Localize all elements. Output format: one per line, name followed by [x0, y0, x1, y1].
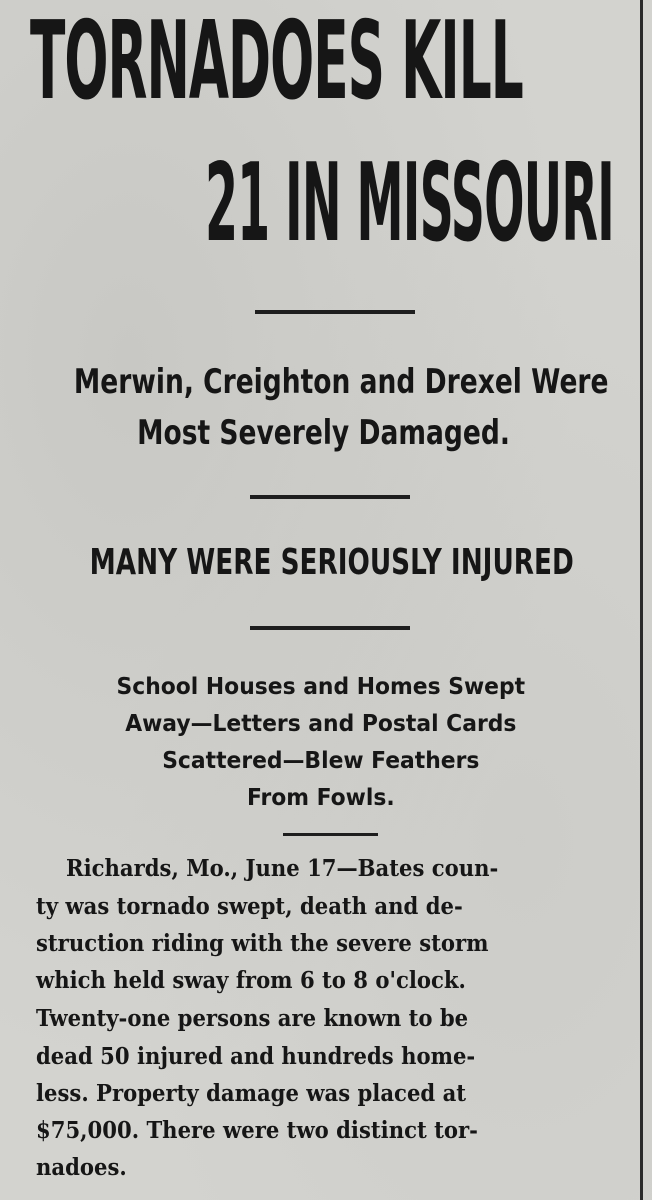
subdeck-line: Scattered—Blew Feathers [162, 748, 480, 774]
column-rule [640, 0, 643, 1200]
divider-rule [250, 626, 410, 630]
body-line: dead 50 injured and hundreds home- [36, 1043, 476, 1070]
subdeck-line: Away—Letters and Postal Cards [125, 711, 517, 737]
body-line: nadoes. [36, 1154, 127, 1181]
deck-line-1: Merwin, Creighton and Drexel Were [73, 362, 609, 402]
headline-line-2: 21 IN MISSOURI [205, 141, 614, 266]
deck-line-2: Most Severely Damaged. [137, 413, 510, 453]
subdeck-line: School Houses and Homes Swept [116, 674, 526, 700]
body-line: struction riding with the severe storm [36, 930, 489, 957]
divider-rule [250, 495, 410, 499]
body-line: Twenty-one persons are known to be [36, 1005, 469, 1032]
body-line: Richards, Mo., June 17—Bates coun- [66, 855, 499, 882]
body-line: less. Property damage was placed at [36, 1080, 467, 1107]
divider-rule [255, 310, 415, 314]
divider-rule [283, 833, 378, 836]
body-line: which held sway from 6 to 8 o'clock. [36, 967, 466, 994]
body-line: ty was tornado swept, death and de- [36, 893, 463, 920]
deck-injured: MANY WERE SERIOUSLY INJURED [89, 542, 574, 583]
subdeck-line: From Fowls. [246, 785, 395, 811]
headline-line-1: TORNADOES KILL [30, 0, 523, 124]
body-line: $75,000. There were two distinct tor- [36, 1117, 478, 1144]
